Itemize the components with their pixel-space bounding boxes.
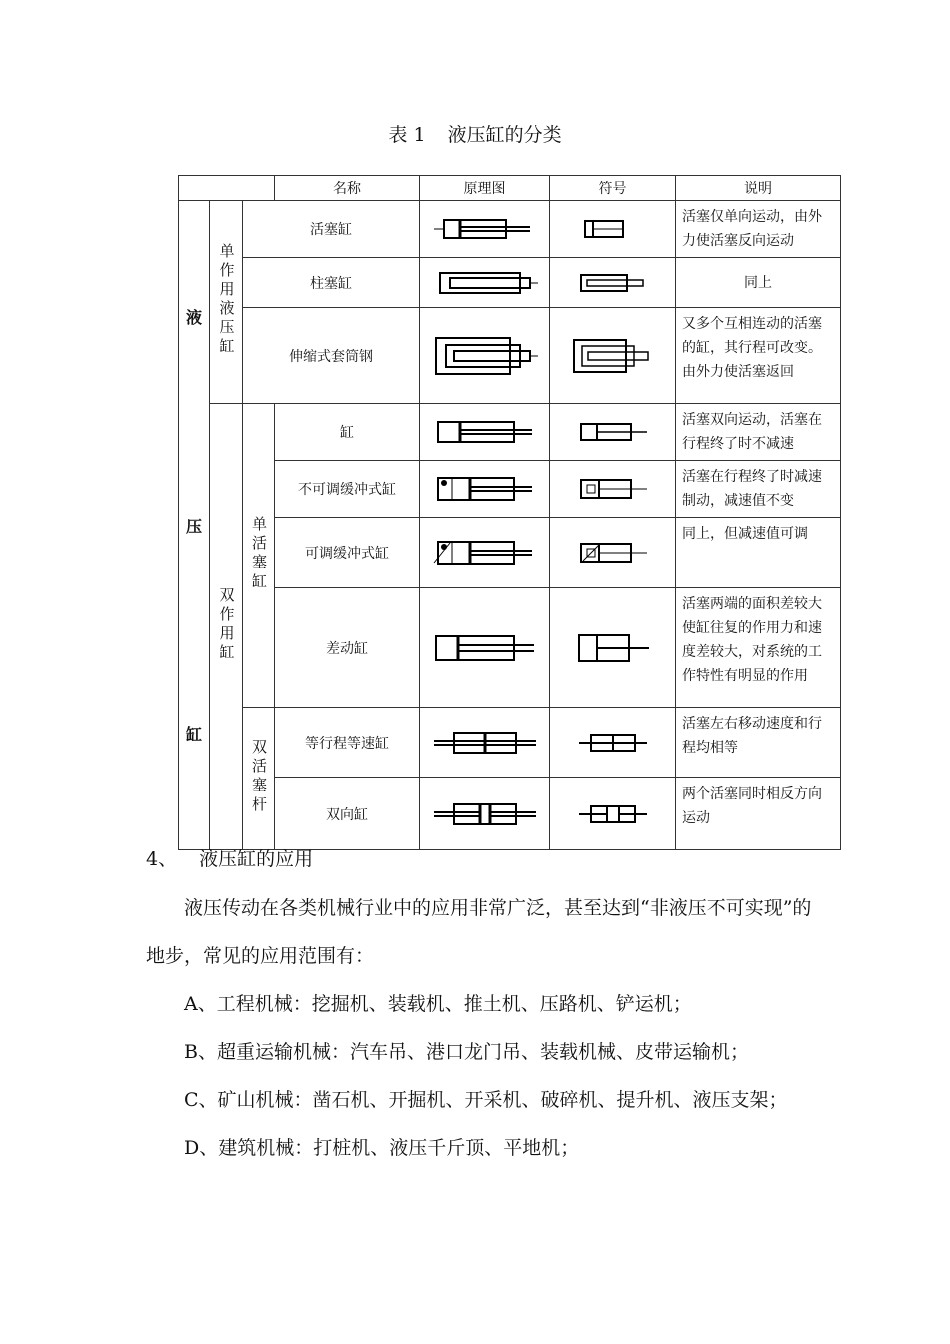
paragraph-item-b: B、超重运输机械：汽车吊、港口龙门吊、装载机械、皮带运输机；	[184, 1041, 749, 1063]
double-acting-cylinder-diagram	[430, 417, 540, 447]
double-acting-cylinder-symbol	[573, 419, 653, 445]
adjustable-cushion-cylinder-diagram	[430, 537, 540, 569]
row-name: 差动缸	[275, 588, 420, 708]
symbol	[550, 588, 676, 708]
table-number: 表 1	[388, 124, 426, 146]
table-row	[179, 201, 841, 258]
table-row	[179, 258, 841, 308]
plunger-cylinder-diagram	[430, 268, 540, 298]
symbol	[550, 404, 676, 461]
table-row	[179, 461, 841, 518]
header-name: 名称	[275, 176, 420, 201]
table-row	[179, 778, 841, 850]
row-description: 同上	[676, 258, 841, 308]
plunger-cylinder-symbol	[573, 270, 653, 296]
row-description: 又多个互相连动的活塞的缸，其行程可改变。由外力使活塞返回	[676, 308, 841, 404]
principle-diagram	[420, 708, 550, 778]
table-row	[179, 588, 841, 708]
equal-stroke-cylinder-diagram	[430, 728, 540, 758]
row-name: 缸	[275, 404, 420, 461]
symbol	[550, 461, 676, 518]
paragraph-item-d: D、建筑机械：打桩机、液压千斤顶、平地机；	[184, 1137, 580, 1159]
table-row	[179, 404, 841, 461]
symbol	[550, 258, 676, 308]
group-single-rod-label: 单活塞缸	[250, 515, 268, 592]
header-description: 说明	[676, 176, 841, 201]
differential-cylinder-diagram	[430, 631, 540, 665]
row-description: 活塞在行程终了时减速制动，减速值不变	[676, 461, 841, 518]
adjustable-cushion-cylinder-symbol	[573, 539, 653, 567]
group-double-acting-label: 双作用缸	[217, 586, 236, 663]
group-char: 缸	[185, 725, 202, 744]
bidirectional-cylinder-symbol	[573, 801, 653, 827]
row-name: 可调缓冲式缸	[275, 518, 420, 588]
row-description: 活塞双向运动，活塞在行程终了时不减速	[676, 404, 841, 461]
telescopic-cylinder-symbol	[568, 336, 658, 376]
principle-diagram	[420, 518, 550, 588]
fixed-cushion-cylinder-diagram	[430, 473, 540, 505]
equal-stroke-cylinder-symbol	[573, 730, 653, 756]
symbol	[550, 201, 676, 258]
cylinder-classification-table	[178, 175, 841, 850]
paragraph-item-c: C、矿山机械：凿石机、开掘机、开采机、破碎机、提升机、液压支架；	[184, 1089, 788, 1111]
row-description: 活塞左右移动速度和行程均相等	[676, 708, 841, 778]
section-title: 液压缸的应用	[199, 848, 314, 870]
group-double-acting	[210, 404, 243, 850]
piston-cylinder-diagram	[430, 214, 540, 244]
group-char: 压	[185, 516, 202, 536]
group-single-acting	[210, 201, 243, 404]
header-blank	[179, 176, 275, 201]
table-header-row	[179, 176, 841, 201]
principle-diagram	[420, 588, 550, 708]
table-row	[179, 308, 841, 404]
row-description: 两个活塞同时相反方向运动	[676, 778, 841, 850]
row-name: 伸缩式套筒钢	[243, 308, 420, 404]
symbol	[550, 308, 676, 404]
principle-diagram	[420, 308, 550, 404]
group-double-rod	[243, 708, 275, 850]
symbol	[550, 778, 676, 850]
row-name: 不可调缓冲式缸	[275, 461, 420, 518]
bidirectional-cylinder-diagram	[430, 799, 540, 829]
telescopic-cylinder-diagram	[430, 334, 540, 378]
differential-cylinder-symbol	[571, 630, 655, 666]
header-diagram: 原理图	[420, 176, 550, 201]
group-double-rod-label: 双活塞杆	[250, 738, 268, 815]
row-name: 等行程等速缸	[275, 708, 420, 778]
paragraph-item-a: A、工程机械：挖掘机、装载机、推土机、压路机、铲运机；	[184, 993, 692, 1015]
table-row	[179, 518, 841, 588]
fixed-cushion-cylinder-symbol	[573, 475, 653, 503]
principle-diagram	[420, 201, 550, 258]
principle-diagram	[420, 404, 550, 461]
row-description: 活塞两端的面积差较大使缸往复的作用力和速度差较大，对系统的工作特性有明显的作用	[676, 588, 841, 708]
table-caption	[0, 120, 950, 147]
row-description: 同上，但减速值可调	[676, 518, 841, 588]
row-name: 活塞缸	[243, 201, 420, 258]
header-symbol: 符号	[550, 176, 676, 201]
row-name: 柱塞缸	[243, 258, 420, 308]
piston-cylinder-symbol	[573, 216, 653, 242]
principle-diagram	[420, 461, 550, 518]
table-row	[179, 708, 841, 778]
group-single-acting-label: 单作用液压缸	[217, 243, 236, 357]
principle-diagram	[420, 778, 550, 850]
paragraph-intro: 液压传动在各类机械行业中的应用非常广泛，甚至达到“非液压不可实现”的地步，常见的应用范围有：	[146, 897, 812, 967]
principle-diagram	[420, 258, 550, 308]
group-hydraulic-cylinder	[179, 201, 210, 850]
section-heading	[146, 844, 816, 871]
symbol	[550, 708, 676, 778]
symbol	[550, 518, 676, 588]
group-single-rod	[243, 404, 275, 708]
table-title: 液压缸的分类	[447, 124, 562, 146]
section-number: 4、	[146, 848, 178, 870]
group-char: 液	[185, 308, 202, 327]
row-description: 活塞仅单向运动，由外力使活塞反向运动	[676, 201, 841, 258]
body-text	[146, 884, 816, 1172]
row-name: 双向缸	[275, 778, 420, 850]
